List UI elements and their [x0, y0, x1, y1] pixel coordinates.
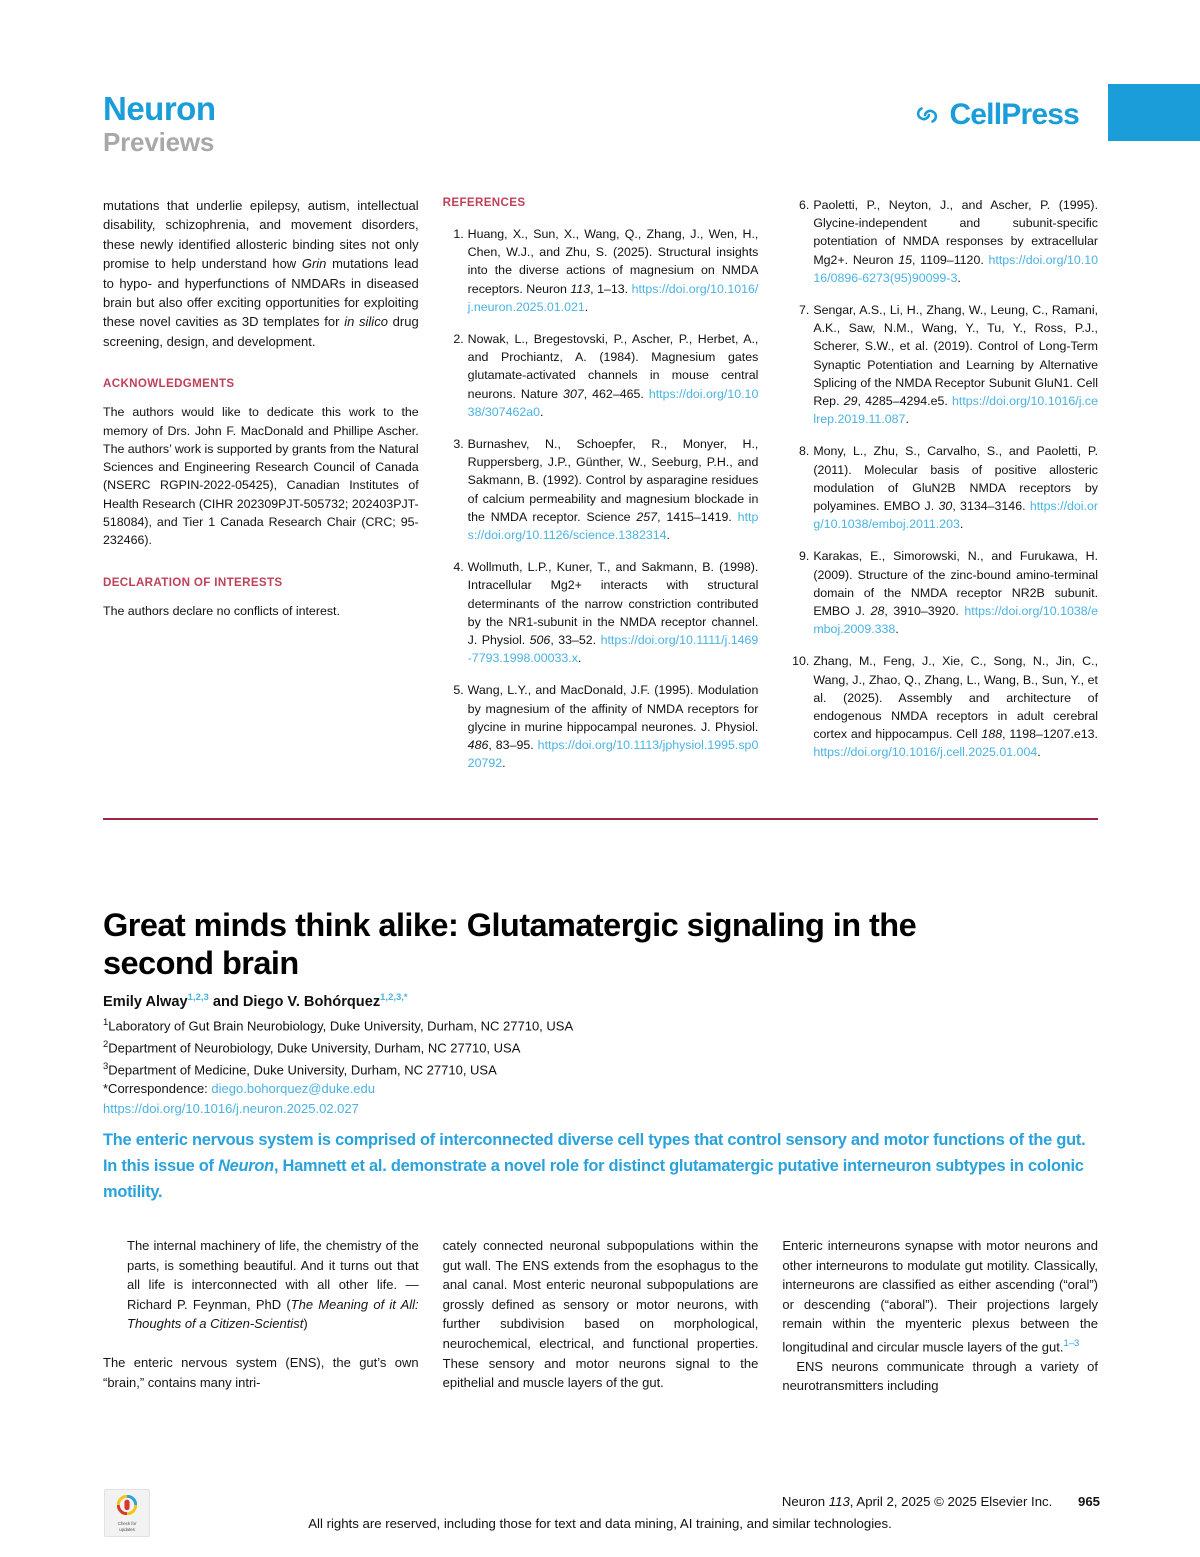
affiliation-2: $^2$Department of Neurobiology, Duke University, Durham, NC 27710, USA [103, 1038, 521, 1056]
masthead [103, 92, 216, 155]
declaration-heading: DECLARATION OF INTERESTS [103, 575, 283, 589]
continued-paragraph: mutations that underlie epilepsy, autism, intellectual disability, schizophrenia, and movement disorders, these newly identified allosteric binding sites not only promise to help understand how Grin mutations lead to hypo- and hyperfunctions of NMDARs in diseased brain but also offer exciting opportunities for exploiting these novel cavities as 3D templates for in silico drug screening, design, and development. [103, 198, 419, 349]
reference-item [443, 225, 759, 316]
reference-text: Zhang, M., Feng, J., Xie, C., Song, N., Jin, C., Wang, J., Zhao, Q., Zhang, L., Wang, B., Sun, Y., et al. (2025). Assembly and architecture of endogenous NMDA receptors in adult cerebral cortex and hippocampus. Cell 188, 1198–1207.e13. https://doi.org/10.1016/j.cell.2025.01.004. [813, 654, 1099, 760]
correspondence-line [103, 1080, 903, 1099]
reference-text: Nowak, L., Bregestovski, P., Ascher, P., Herbet, A., and Prochiantz, A. (1984). Magnesium gates glutamate-activated channels in mouse central neurons. Nature 307, 462–465. https://doi.org/10.1038/307462a0. [467, 332, 759, 419]
footer-rights: All rights are reserved, including those for text and data mining, AI training, and similar technologies. [308, 1516, 892, 1531]
body-columns [103, 1236, 1098, 1396]
reference-number: 3. [453, 437, 464, 452]
column-left [103, 196, 419, 786]
body-paragraph-2: cately connected neuronal subpopulations within the gut wall. The ENS extends from the esophagus to the anal canal. Most enteric neuronal subpopulations are grossly defined as sensory or motor neurons, with further subdivision based on morphological, neurochemical, electrical, and functional properties. These sensory and motor neurons signal to the epithelial and muscle layers of the gut. [442, 1238, 759, 1391]
article-doi-link[interactable]: https://doi.org/10.1016/j.neuron.2025.02.027 [103, 1101, 359, 1117]
column-right [782, 196, 1098, 786]
journal-title: Neuron [103, 90, 216, 127]
reference-number: 7. [799, 303, 810, 318]
body-column-3 [782, 1236, 1098, 1396]
epigraph-quote: The internal machinery of life, the chemistry of the parts, is something beautiful. And it turns out that all life is interconnected with all other life. —Richard P. Feynman, PhD (The Meaning of it All: Thoughts of a Citizen-Scientist) [127, 1238, 419, 1332]
column-middle [443, 196, 759, 786]
reference-item [782, 196, 1098, 287]
reference-number: 5. [453, 683, 464, 698]
reference-item [782, 301, 1098, 428]
acknowledgments-text: The authors would like to dedicate this work to the memory of Drs. John F. MacDonald and Phillipe Ascher. The authors’ work is supported by grants from the Natural Sciences and Engineering Research Council of Canada (NSERC RGPIN-2022-05425), Canadian Institutes of Health Research (CIHR 202309PJT-505732; 202403PJT-518084), and Tier 1 Canada Research Chair (CRC; 95-232466). [103, 405, 419, 548]
reference-text: Wollmuth, L.P., Kuner, T., and Sakmann, B. (1998). Intracellular Mg2+ interacts with structural determinants of the narrow constriction contributed by the NR1-subunit in the NMDA receptor channel. J. Physiol. 506, 33–52. https://doi.org/10.1111/j.1469-7793.1998.00033.x. [467, 560, 759, 666]
body-paragraph-3: Enteric interneurons synapse with motor neurons and other interneurons to modulate gut motility. Classically, interneurons are classified as either ascending (“oral”) or descending (“aboral”). Their projections largely remain within the myenteric plexus between the longitudinal and circular muscle layers of the gut.$^{1-3}$ [782, 1238, 1099, 1355]
reference-item [443, 435, 759, 544]
authors-block [103, 988, 903, 1118]
section-divider [103, 818, 1098, 820]
reference-item [443, 330, 759, 421]
reference-number: 2. [453, 332, 464, 347]
correspondence-email-link[interactable]: diego.bohorquez@duke.edu [211, 1080, 375, 1096]
reference-text: Huang, X., Sun, X., Wang, Q., Zhang, J., Wen, H., Chen, W.J., and Zhu, S. (2025). Structural insights into the diverse actions of magnesium on NMDA receptors. Neuron 113, 1–13. https://doi.org/10.1016/j.neuron.2025.01.021. [467, 227, 759, 314]
section-label: Previews [103, 127, 215, 157]
crossmark-label-line2: updates [119, 1526, 135, 1532]
references-heading: REFERENCES [442, 196, 526, 209]
reference-item [782, 442, 1098, 533]
reference-number: 9. [799, 549, 810, 564]
body-column-2 [443, 1236, 759, 1396]
reference-text: Wang, L.Y., and MacDonald, J.F. (1995). Modulation by magnesium of the affinity of NMDA receptors for glycine in murine hippocampal neurones. J. Physiol. 486, 83–95. https://doi.org/10.1113/jphysiol.1995.sp020792. [467, 683, 759, 771]
reference-item [443, 558, 759, 667]
reference-number: 10. [792, 654, 810, 669]
page-number: 965 [1077, 1494, 1100, 1509]
reference-text: Sengar, A.S., Li, H., Zhang, W., Leung, C., Ramani, A.K., Saw, N.M., Wang, Y., Tu, Y., Ross, P.J., Scherer, S.W., et al. (2019). Control of Long-Term Synaptic Potentiation and Learning by Alternative Splicing of the NMDA Receptor Subunit GluN1. Cell Rep. 29, 4285–4294.e5. https://doi.org/10.1016/j.celrep.2019.11.087. [813, 303, 1099, 427]
body-paragraph-1: The enteric nervous system (ENS), the gut’s own “brain,” contains many intri- [103, 1354, 419, 1390]
reference-text: Burnashev, N., Schoepfer, R., Monyer, H., Ruppersberg, J.P., Günther, W., Seeburg, P.H., and Sakmann, B. (1992). Control by asparagine residues of calcium permeability and magnesium blockade in the NMDA receptor. Science 257, 1415–1419. https://doi.org/10.1126/science.1382314. [467, 437, 759, 543]
reference-item [782, 547, 1098, 638]
body-column-1 [103, 1236, 419, 1396]
reference-number: 1. [453, 227, 464, 241]
reference-text: Paoletti, P., Neyton, J., and Ascher, P. (1995). Glycine-independent and subunit-specific potentiation of NMDA responses by extracellular Mg2+. Neuron 15, 1109–1120. https://doi.org/10.1016/0896-6273(95)90099-3. [813, 198, 1099, 285]
reference-text: Karakas, E., Simorowski, N., and Furukawa, H. (2009). Structure of the zinc-bound amino-terminal domain of the NMDA receptor NR2B subunit. EMBO J. 28, 3910–3920. https://doi.org/10.1038/emboj.2009.338. [813, 549, 1099, 637]
author-names: Emily Alway$^{1,2,3}$ and Diego V. Bohórquez$^{1,2,3,*}$ [103, 992, 408, 1010]
body-paragraph-4: ENS neurons communicate through a variety of neurotransmitters including [782, 1358, 1099, 1394]
cellpress-wordmark: CellPress [949, 98, 1079, 131]
reference-number: 4. [453, 560, 464, 575]
reference-text: Mony, L., Zhu, S., Carvalho, S., and Paoletti, P. (2011). Molecular basis of positive allosteric modulation of GluN2B NMDA receptors by polyamines. EMBO J. 30, 3134–3146. https://doi.org/10.1038/emboj.2011.203. [813, 444, 1099, 532]
cellpress-logo [914, 98, 1079, 132]
footer-citation-text: Neuron 113, April 2, 2025 © 2025 Elsevier Inc. [781, 1494, 1053, 1509]
reference-number: 6. [799, 198, 810, 212]
acknowledgments-heading: ACKNOWLEDGMENTS [103, 377, 235, 391]
cellpress-link-icon [914, 102, 940, 128]
reference-item [782, 652, 1098, 761]
reference-item [443, 681, 759, 772]
article-title: Great minds think alike: Glutamatergic signaling in the second brain [103, 906, 917, 981]
reference-list-first [443, 225, 759, 772]
affiliation-3: $^3$Department of Medicine, Duke University, Durham, NC 27710, USA [103, 1060, 497, 1078]
top-columns [103, 196, 1098, 786]
article-abstract: The enteric nervous system is comprised of interconnected diverse cell types that control sensory and motor functions of the gut. In this issue of Neuron, Hamnett et al. demonstrate a novel role for distinct glutamatergic putative interneuron subtypes in colonic motility. [103, 1131, 1086, 1201]
reference-list-second [782, 196, 1098, 762]
correspondence-label: *Correspondence: [103, 1080, 208, 1096]
affiliation-1: $^1$Laboratory of Gut Brain Neurobiology, Duke University, Durham, NC 27710, USA [103, 1016, 574, 1034]
footer-citation [0, 1494, 1100, 1509]
crossmark-label-line1: Check for [117, 1520, 137, 1526]
declaration-text: The authors declare no conflicts of interest. [103, 603, 340, 618]
reference-number: 8. [799, 444, 810, 459]
header-blue-block [1108, 84, 1200, 141]
